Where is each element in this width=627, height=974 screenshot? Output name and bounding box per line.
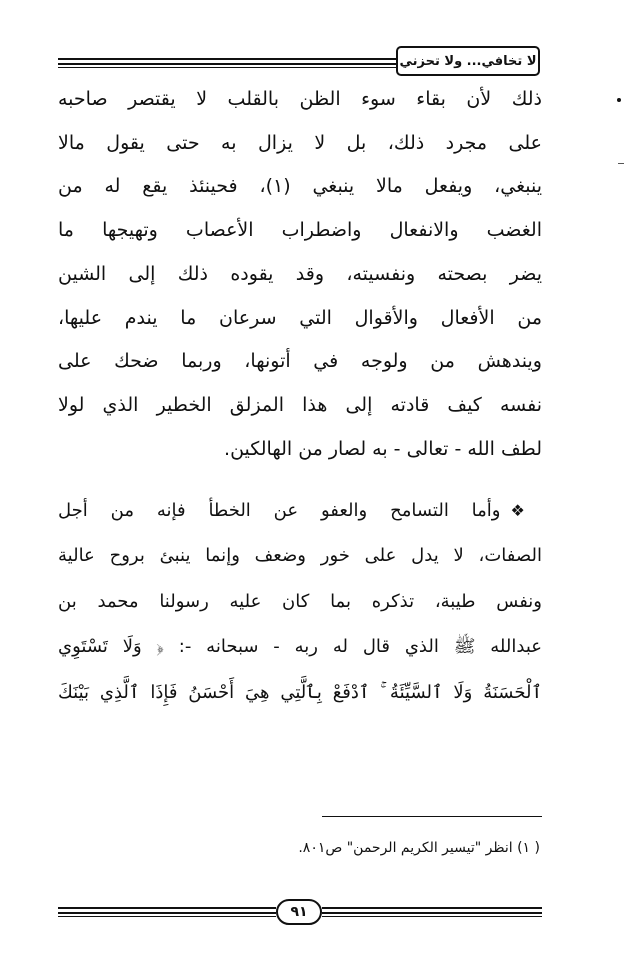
footer-rule: [322, 912, 542, 914]
text-line: لطف الله - تعالى - به لصار من الهالكين.: [224, 437, 542, 460]
text-line: من الأفعال والأقوال التي سرعان ما يندم عليها،: [58, 306, 542, 329]
footer-rule: [58, 916, 276, 917]
text-line: على مجرد ذلك، بل لا يزال به حتى يقول مالا: [58, 131, 542, 154]
text-line: ينبغي، ويفعل مالا ينبغي (١)، فحينئذ يقع له من: [58, 175, 542, 198]
scan-mark: [618, 163, 624, 164]
paragraph-2: [58, 488, 542, 715]
header-rule: [58, 58, 396, 60]
footer-rule: [322, 916, 542, 917]
running-title: لا تخافي... ولا تحزني: [396, 46, 540, 76]
page-number: ٩١: [276, 899, 322, 925]
header-rule: [58, 63, 396, 65]
footnote: ( ١) انظر "تيسير الكريم الرحمن" ص٨٠١.: [298, 840, 540, 856]
header-rule: [58, 67, 396, 68]
text-line: [58, 488, 542, 533]
text-line: عبدالله ﷺ الذي قال له ربه - سبحانه -: ﴿ وَلَا تَسْتَوِي: [58, 636, 542, 658]
footnote-separator: [322, 816, 542, 817]
bullet-icon: ❖: [510, 501, 543, 520]
text-line: نفسه كيف قادته إلى هذا المزلق الخطير الذي لولا: [58, 393, 542, 416]
quran-verse-line: ٱلْحَسَنَةُ وَلَا ٱلسَّيِّئَةُ ۚ ٱدْفَعْ بِٱلَّتِي هِيَ أَحْسَنُ فَإِذَا ٱلَّذِي بَيْنَكَ: [58, 681, 542, 703]
footer-rule: [322, 907, 542, 909]
footer-rule: [58, 907, 276, 909]
text-line-content: وأما التسامح والعفو عن الخطأ فإنه من أجل: [58, 500, 501, 521]
text-line: يضر بصحته ونفسيته، وقد يقوده ذلك إلى الشين: [58, 262, 542, 285]
text-line: الصفات، لا يدل على خور وضعف وإنما ينبئ بروح عالية: [58, 545, 542, 567]
scan-mark: [617, 98, 621, 102]
text-line: الغضب والانفعال واضطراب الأعصاب وتهيجها ما: [58, 219, 542, 242]
text-line: ذلك لأن بقاء سوء الظن بالقلب لا يقتصر صاحبه: [58, 88, 542, 110]
text-line: ونفس طيبة، تذكره بما كان عليه رسولنا محمد بن: [58, 590, 542, 612]
footer-rule: [58, 912, 276, 914]
text-line: ويندهش من ولوجه في أتونها، وربما ضحك على: [58, 350, 542, 373]
paragraph-1: [58, 78, 542, 471]
